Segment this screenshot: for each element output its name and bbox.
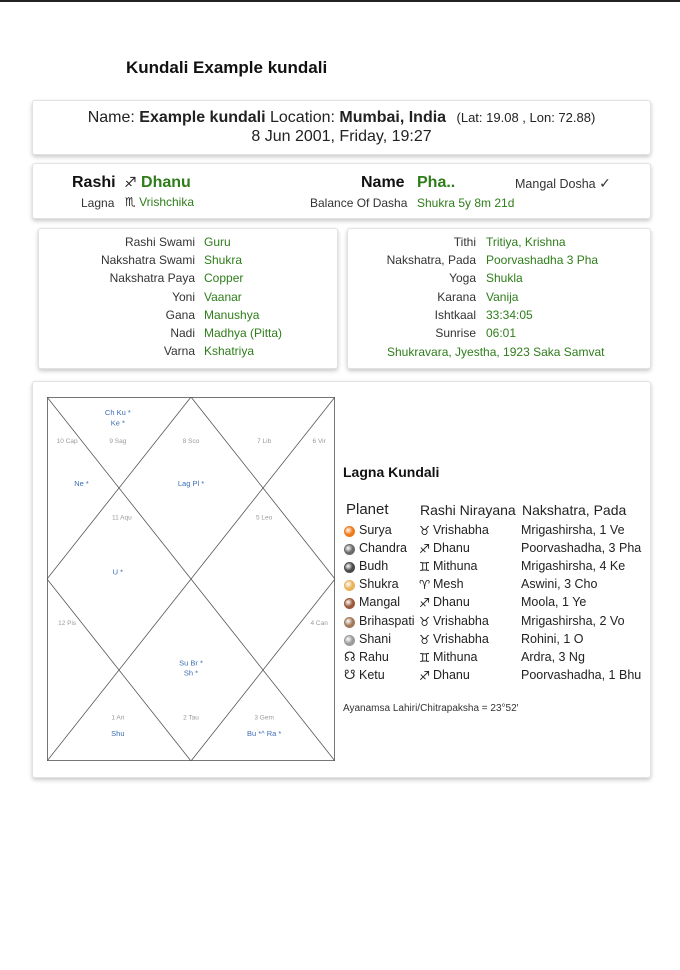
detail-left-value: Copper [204, 271, 244, 286]
planet-name: Shukra [359, 577, 399, 592]
detail-right-key: Yoga [449, 271, 476, 286]
rashi-label: Rashi [72, 174, 116, 191]
detail-right-key: Sunrise [435, 326, 476, 340]
planet-nakshatra: Moola, 1 Ye [521, 595, 587, 610]
detail-right-key: Nakshatra, Pada [386, 253, 476, 268]
samvat-value: Shukravara, Jyestha, 1923 Saka Samvat [387, 345, 605, 359]
detail-right-row [348, 253, 650, 271]
moon-icon [344, 544, 355, 555]
detail-left-key: Nakshatra Swami [100, 253, 195, 268]
planet-rashi: Dhanu [433, 541, 470, 556]
rashi-card [32, 163, 651, 219]
location-value: Mumbai, India [339, 109, 447, 126]
location-label: Location: [270, 109, 335, 126]
planet-nakshatra: Poorvashadha, 1 Bhu [521, 667, 642, 682]
detail-right-value: 06:01 [486, 326, 517, 340]
planet-nakshatra: Ardra, 3 Ng [521, 649, 585, 664]
top-border [0, 0, 680, 2]
rashi-value: Dhanu [141, 174, 191, 191]
birth-details-card [32, 100, 651, 155]
scorpio-icon: ♏ [125, 195, 136, 209]
ayanamsa: Ayanamsa Lahiri/Chitrapaksha = 23°52' [343, 703, 519, 714]
sun-icon [344, 526, 355, 537]
planet-rashi: Mithuna [433, 559, 478, 574]
detail-left-row [39, 253, 337, 271]
detail-right-value: Poorvashadha 3 Pha [486, 253, 599, 268]
detail-left-value: Kshatriya [204, 344, 255, 359]
lagna-value: Vrishchika [139, 195, 195, 209]
name-value: Example kundali [139, 109, 266, 126]
house-planets-label: Lag Pl * [177, 479, 205, 489]
detail-left-value: Vaanar [204, 289, 242, 304]
details-right-card [347, 228, 651, 369]
detail-right-key: Ishtkaal [434, 307, 476, 322]
detail-left-key: Varna [163, 344, 195, 359]
detail-left-row [39, 235, 337, 253]
detail-left-row [39, 344, 337, 362]
detail-right-row [348, 235, 650, 253]
dasha-value: Shukra 5y 8m 21d [417, 196, 515, 210]
saturn-icon [344, 635, 355, 646]
detail-left-key: Nakshatra Paya [109, 271, 195, 286]
zodiac-sign-icon: ♐ [419, 542, 431, 557]
lagna-kundali-chart [47, 397, 335, 761]
sagittarius-icon: ♐ [124, 174, 137, 190]
planet-name: Chandra [359, 541, 407, 556]
detail-right-value: Vanija [486, 289, 519, 304]
planet-nakshatra: Rohini, 1 O [521, 631, 584, 646]
planet-rashi: Dhanu [433, 595, 470, 610]
birth-details-line [33, 109, 650, 127]
dasha-label: Balance Of Dasha [310, 196, 408, 210]
house-planets-label: Su Br * [179, 658, 203, 668]
detail-right-key: Karana [437, 289, 476, 304]
house-sign-label: 7 Lib [257, 437, 272, 445]
house-sign-label: 3 Gem [254, 714, 274, 722]
detail-left-row [39, 326, 337, 344]
house-planets-label: U * [112, 567, 124, 577]
zodiac-sign-icon: ♉ [419, 632, 431, 647]
chart-lines [47, 397, 335, 761]
planet-name: Ketu [359, 667, 385, 682]
kundali-card [32, 381, 651, 778]
check-icon: ✓ [599, 175, 611, 191]
zodiac-sign-icon: ♉ [419, 524, 431, 538]
zodiac-sign-icon: ♐ [419, 596, 431, 611]
jupiter-icon [344, 617, 355, 628]
nakshatra-name-label: Name [361, 174, 405, 191]
detail-left-value: Shukra [204, 253, 243, 268]
detail-right-value: Shukla [486, 271, 523, 286]
zodiac-sign-icon: ♊ [419, 650, 431, 665]
detail-left-value: Madhya (Pitta) [204, 326, 283, 340]
mars-icon [344, 598, 355, 609]
planet-rashi: Vrishabha [433, 613, 489, 628]
planet-name: Shani [359, 631, 391, 646]
detail-right-key: Tithi [453, 235, 476, 249]
planet-table-header-nakshatra: Nakshatra, Pada [522, 502, 627, 518]
detail-left-row [39, 290, 337, 308]
house-sign-label: 9 Sag [109, 437, 127, 445]
planet-nakshatra: Mrigashirsha, 1 Ve [521, 523, 625, 537]
zodiac-sign-icon: ♉ [419, 614, 431, 629]
detail-left-key: Nadi [170, 326, 195, 340]
house-planets-label: Ch Ku * [104, 408, 131, 418]
venus-icon [344, 580, 355, 591]
house-sign-label: 2 Tau [183, 714, 199, 722]
planet-name: Budh [359, 559, 389, 574]
house-planets-label: Shu [111, 729, 125, 739]
planet-table-header-planet: Planet [346, 501, 389, 518]
detail-left-key: Gana [165, 307, 195, 322]
planet-rashi: Mesh [433, 577, 464, 592]
house-sign-label: 6 Vir [312, 437, 326, 445]
planet-name: Brihaspati [359, 613, 415, 628]
planet-nakshatra: Poorvashadha, 3 Pha [521, 541, 642, 556]
lagna-kundali-title: Lagna Kundali [343, 464, 440, 480]
planet-nakshatra: Aswini, 3 Cho [521, 577, 598, 592]
lagna-label: Lagna [81, 196, 115, 210]
detail-left-value: Manushya [204, 307, 260, 322]
detail-left-value: Guru [204, 235, 231, 249]
planet-rashi: Dhanu [433, 667, 470, 682]
planet-name: Mangal [359, 595, 400, 610]
detail-left-key: Yoni [172, 289, 195, 304]
zodiac-sign-icon: ♐ [419, 668, 431, 683]
planet-rashi: Vrishabha [433, 631, 489, 646]
page-title: Kundali Example kundali [126, 58, 328, 77]
planet-name: Rahu [359, 649, 389, 664]
ketu-icon: ☋ [344, 666, 356, 682]
house-planets-label: Ne * [74, 479, 89, 489]
house-planets-label: Sh * [183, 668, 199, 678]
house-planets-label: Bu *^ Ra * [246, 729, 282, 739]
detail-left-row [39, 308, 337, 326]
planet-name: Surya [359, 523, 392, 537]
detail-right-row [348, 290, 650, 308]
detail-right-row [348, 308, 650, 326]
details-left-card [38, 228, 338, 369]
house-planets-label: Ke * [110, 418, 125, 428]
detail-left-key: Rashi Swami [124, 235, 195, 249]
house-sign-label: 12 Pis [58, 619, 77, 627]
house-sign-label: 1 Ari [111, 714, 125, 722]
planet-nakshatra: Mrigashirsha, 4 Ke [521, 559, 626, 574]
house-sign-label: 5 Leo [256, 514, 273, 522]
detail-right-row [348, 271, 650, 289]
nakshatra-name-value: Pha.. [417, 174, 456, 191]
detail-right-value: 33:34:05 [486, 307, 533, 322]
mercury-icon [344, 562, 355, 573]
detail-right-value: Tritiya, Krishna [486, 235, 566, 249]
latlon: (Lat: 19.08 , Lon: 72.88) [456, 110, 596, 125]
zodiac-sign-icon: ♈ [419, 578, 431, 593]
rahu-icon: ☊ [344, 648, 356, 664]
planet-table-header-rashi: Rashi Nirayana [420, 502, 516, 518]
house-sign-label: 10 Cap [56, 437, 78, 445]
detail-right-row [348, 326, 650, 344]
house-sign-label: 11 Aqu [111, 514, 132, 522]
planet-nakshatra: Mrigashirsha, 2 Vo [521, 613, 625, 628]
detail-left-row [39, 271, 337, 289]
house-sign-label: 8 Sco [182, 437, 200, 445]
zodiac-sign-icon: ♊ [419, 560, 431, 575]
name-label: Name: [87, 109, 135, 126]
planet-rashi: Mithuna [433, 649, 478, 664]
mangal-dosha-label: Mangal Dosha [515, 177, 596, 191]
planet-rashi: Vrishabha [433, 523, 489, 537]
birth-datetime: 8 Jun 2001, Friday, 19:27 [251, 128, 432, 145]
house-sign-label: 4 Can [310, 619, 328, 627]
